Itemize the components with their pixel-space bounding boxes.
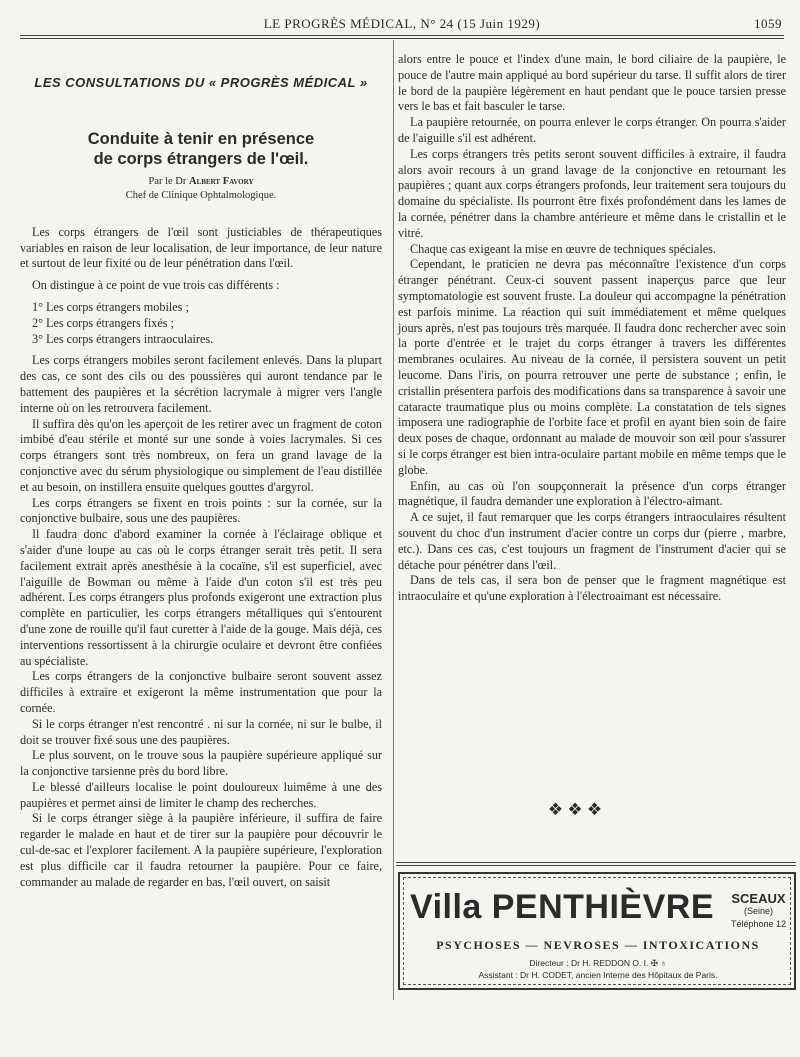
author-affiliation: Chef de Clinique Ophtalmologique. — [125, 189, 277, 201]
clinic-specialties: PSYCHOSES — NEVROSES — INTOXICATIONS — [436, 938, 760, 952]
paragraph: Si le corps étranger siège à la paupière inférieure, il suffira de faire regarder le malade en haut et de tirer sur la paupière pour découvrir le cul-de-sac et l'explorer facilement. A la paupière supérieure, l'exploration est plus difficile car il faudra retourner la paupière. Pour ce faire, commander au malade de regarder en bas, l'œil ouvert, on saisit — [20, 811, 382, 889]
clinic-director: Directeur : Dr H. REDDON O. I. ✠ ♁ — [529, 958, 667, 968]
paragraph: alors entre le pouce et l'index d'une main, le bord ciliaire de la paupière, le pouce de l'autre main appliqué au bord supérieur du tarse. Il suffit alors de tirer le bord de la paupière légèrement en haut pendant que le pouce tarsien presse vers le bas et fait basculer le tarse. — [398, 52, 786, 114]
ornament-divider: ❖ ❖ ❖ — [547, 800, 603, 819]
paragraph: Cependant, le praticien ne devra pas méconnaître l'existence d'un corps étranger pénétrant. Ceux-ci souvent passent inaperçus parce que leur symptomatologie est souvent fruste. La douleur qui accompagne la pénétration est parfois minime. La réaction qui suit immédiatement et même quelques jours après, n'est pas toujours très marquée. Il faudra donc rechercher avec soin la porte d'entrée et le trajet du corps étranger à travers les différentes membranes oculaires. Au niveau de la cornée, il persistera souvent un petit leucome. Dans l'iris, on pourra retrouver une perte de substance ; enfin, le cristallin présentera parfois des modifications dans sa transparence à savoir une cataracte traumatique plus ou moins complète. La constatation de tels signes imposera une radiographie de l'orbite face et profil en ayant bien soin de faire deux poses de chaque, ordonnant au malade de mouvoir son œil pour s'assurer si le corps étranger est bien intra-oculaire partant mobile en même temps que le globe. — [398, 257, 786, 477]
byline — [20, 175, 382, 189]
clinic-location — [731, 892, 786, 931]
running-header — [22, 12, 782, 32]
paragraph: Les corps étrangers de l'œil sont justiciables de thérapeutiques variables en raison de leur localisation, de leur importance, de leur nature et surtout de leur fixité ou de leur pénétration dans l'œil. — [20, 224, 382, 271]
paragraph: A ce sujet, il faut remarquer que les corps étrangers intraoculaires résultent souvent du choc d'un instrument d'acier contre un corps dur (pierre , marbre, etc.). Dans ces cas, c'est toujours un fragment de l'instrument d'acier qui se détache pour pénétrer dans l'œil. — [398, 510, 786, 572]
clinic-name: Villa PENTHIÈVRE — [410, 888, 715, 926]
list-item: 3° Les corps étrangers intraoculaires. — [32, 331, 214, 346]
paragraph: Les corps étrangers de la conjonctive bulbaire seront souvent assez difficiles à extraire et exigeront la même instrumentation que pour la cornée. — [20, 669, 382, 715]
clinic-city: SCEAUX — [731, 891, 786, 906]
paragraph: Enfin, au cas où l'on soupçonnerait la présence d'un corps étranger magnétique, il faudra demander une exploration à l'électro-aimant. — [398, 478, 786, 509]
left-column — [20, 75, 382, 890]
author-name: Albert Favory — [189, 175, 254, 187]
advertisement-rule — [396, 862, 796, 866]
paragraph: On distingue à ce point de vue trois cas différents : — [32, 278, 280, 293]
list-item: 1° Les corps étrangers mobiles ; — [32, 299, 189, 314]
journal-title: LE PROGRÈS MÉDICAL, N° 24 (15 Juin 1929) — [263, 16, 541, 31]
paragraph: Il faudra donc d'abord examiner la cornée à l'éclairage oblique et s'aider d'une loupe au cas où le corps étranger serait très petit. Il sera facilement extrait après anesthésie à la cocaïne, s'il est superficiel, avec l'aiguille de Bowman ou même à l'aide d'un coton s'il est très peu adhérent. Les corps étrangers plus profonds exigeront une extraction plus complète en particulier, les corps étrangers métalliques qui s'entourent d'une zone de rouille qu'il faut curetter à l'aide de la gouge. Mais déjà, ces interventions ressortissent à la chirurgie oculaire et devront être confiées au spécialiste. — [20, 527, 382, 668]
byline-prefix: Par le Dr — [148, 175, 190, 187]
paragraph: Si le corps étranger n'est rencontré . ni sur la cornée, ni sur le bulbe, il doit se trouver fixé sous une des paupières. — [20, 716, 382, 747]
column-divider — [393, 40, 394, 1000]
paragraph: Dans de tels cas, il sera bon de penser que le fragment magnétique est intraoculaire et qu'une exploration à l'électroaimant est nécessaire. — [398, 573, 786, 604]
header-rule — [20, 35, 784, 39]
clinic-phone: Téléphone 12 — [730, 919, 786, 929]
right-column — [398, 52, 786, 605]
clinic-assistant: Assistant : Dr H. CODET, ancien Interne des Hôpitaux de Paris. — [478, 970, 718, 980]
paragraph: Les corps étrangers se fixent en trois points : sur la cornée, sur la conjonctive bulbaire, sous une des paupières. — [20, 495, 382, 526]
case-list — [20, 300, 382, 347]
paragraph: Il suffira dès qu'on les aperçoit de les retirer avec un fragment de coton imbibé d'eau stérile et monté sur une sonde à voies lacrymales. Si ces corps étrangers sont très nombreux, on fera un grand lavage de la conjonctive avec du sérum physiologique ou simplement de l'eau distillée et au besoin, on instillera ensuite quelques gouttes d'argyrol. — [20, 416, 382, 494]
article-title-line-1: Conduite à tenir en présence — [87, 129, 315, 148]
advertisement — [398, 872, 796, 990]
paragraph: Les corps étrangers très petits seront souvent difficiles à extraire, il faudra alors avoir recours à un grand lavage de la conjonctive en retournant les paupières ; quant aux corps étrangers profonds, leur traitement sera toujours du domaine du spécialiste. Ils pourront être fixés profondément dans les lames de la cornée, pénétrer dans la chambre antérieure et même dans le cristallin et le vitré. — [398, 146, 786, 240]
paragraph: Le blessé d'ailleurs localise le point douloureux luimême à une des paupières et permet ainsi de limiter le champ des recherches. — [20, 779, 382, 810]
paragraph: La paupière retournée, on pourra enlever le corps étranger. On pourra s'aider de l'aiguille s'il est adhérent. — [398, 115, 786, 145]
paragraph: Les corps étrangers mobiles seront facilement enlevés. Dans la plupart des cas, ce sont des cils ou des poussières qui auront tendance par le battement des paupières et la sécrétion lacrymale à migrer vers l'angle interne où on les retrouvera facilement. — [20, 353, 382, 415]
paragraph: Le plus souvent, on le trouve sous la paupière supérieure appliqué sur la conjonctive tarsienne près du bord libre. — [20, 748, 382, 779]
page-number: 1059 — [754, 16, 782, 31]
clinic-department: (Seine) — [743, 906, 773, 916]
article-title-line-2: de corps étrangers de l'œil. — [93, 149, 309, 168]
list-item: 2° Les corps étrangers fixés ; — [32, 315, 174, 330]
section-heading: LES CONSULTATIONS DU « PROGRÈS MÉDICAL » — [34, 75, 368, 90]
article-title — [20, 129, 382, 169]
paragraph: Chaque cas exigeant la mise en œuvre de techniques spéciales. — [410, 241, 716, 256]
